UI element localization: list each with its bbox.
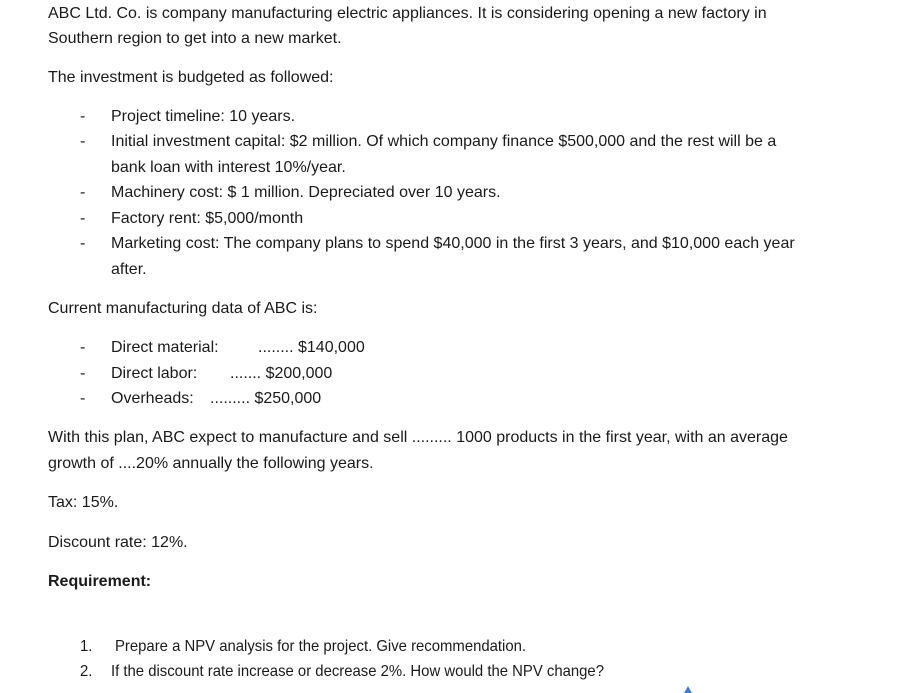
investment-heading: The investment is budgeted as followed:: [48, 69, 334, 86]
cost-label-material: Direct material:: [111, 339, 219, 356]
requirement-heading: Requirement:: [48, 573, 152, 590]
requirement-item-2: If the discount rate increase or decrease 2%. How would the NPV change?: [111, 663, 604, 680]
investment-item-marketing-cont: after.: [111, 261, 147, 278]
plan-line-1: With this plan, ABC expect to manufacture and sell ......... 1000 products in the first year, with an average: [48, 429, 788, 446]
intro-line-1: ABC Ltd. Co. is company manufacturing electric appliances. It is considering opening a new factory in: [48, 5, 767, 22]
intro-line-2: Southern region to get into a new market.: [48, 30, 342, 47]
current-heading: Current manufacturing data of ABC is:: [48, 300, 318, 317]
cost-label-labor: Direct labor:: [111, 365, 198, 382]
cost-value-material: ........ $140,000: [258, 339, 365, 356]
discount-rate: Discount rate: 12%.: [48, 534, 188, 551]
requirement-item-1: Prepare a NPV analysis for the project. Give recommendation.: [115, 638, 527, 655]
requirement-number-2: 2.: [80, 663, 93, 680]
plan-line-2: growth of ....20% annually the following years.: [48, 455, 374, 472]
tax-rate: Tax: 15%.: [48, 494, 119, 511]
cursor-arrow-icon: [684, 686, 692, 693]
bullet-dash: -: [80, 339, 86, 356]
bullet-dash: -: [80, 390, 86, 407]
bullet-dash: -: [80, 133, 86, 150]
investment-item-capital: Initial investment capital: $2 million. Of which company finance $500,000 and the rest will be a: [111, 133, 777, 150]
cost-label-overheads: Overheads:: [111, 390, 194, 407]
investment-item-machinery: Machinery cost: $ 1 million. Depreciated over 10 years.: [111, 184, 501, 201]
bullet-dash: -: [80, 108, 86, 125]
requirement-number-1: 1.: [80, 638, 93, 655]
bullet-dash: -: [80, 365, 86, 382]
bullet-dash: -: [80, 210, 86, 227]
investment-item-marketing: Marketing cost: The company plans to spend $40,000 in the first 3 years, and $10,000 each year: [111, 235, 795, 252]
investment-item-rent: Factory rent: $5,000/month: [111, 210, 304, 227]
bullet-dash: -: [80, 235, 86, 252]
cost-value-labor: ....... $200,000: [230, 365, 333, 382]
cost-value-overheads: ......... $250,000: [210, 390, 322, 407]
investment-item-capital-cont: bank loan with interest 10%/year.: [111, 159, 346, 176]
bullet-dash: -: [80, 184, 86, 201]
investment-item-timeline: Project timeline: 10 years.: [111, 108, 296, 125]
